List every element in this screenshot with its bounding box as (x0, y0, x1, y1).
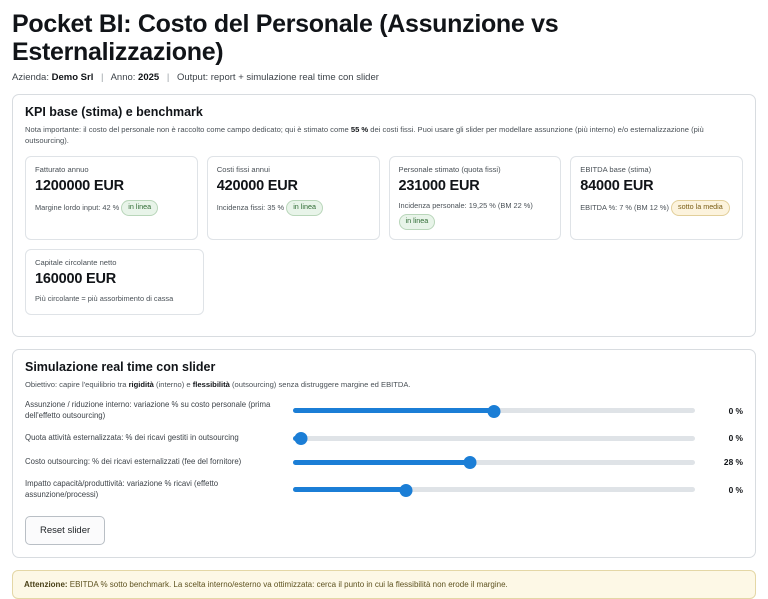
meta-anno-value: 2025 (138, 72, 160, 83)
simulation-section-title: Simulazione real time con slider (25, 359, 216, 374)
simulation-objective (25, 380, 743, 390)
slider-assunzione[interactable] (293, 404, 695, 418)
slider-row-costo-outsourcing (25, 455, 743, 469)
slider-label: Assunzione / riduzione interno: variazione % su costo personale (prima dell'effetto outsourcing) (25, 400, 271, 420)
slider-track-fill (293, 487, 406, 492)
slider-impatto-capacita[interactable] (293, 483, 695, 497)
kpi-value: 84000 EUR (580, 177, 654, 194)
kpi-sub (580, 200, 733, 216)
kpi-sub (217, 200, 370, 216)
kpi-label: Fatturato annuo (35, 164, 89, 174)
slider-knob[interactable] (463, 456, 476, 469)
slider-row-impatto-capacita (25, 479, 743, 500)
objective-mid: (interno) e (153, 379, 193, 389)
kpi-value: 231000 EUR (398, 177, 480, 194)
alert-prefix: Attenzione: (24, 580, 68, 590)
slider-row-quota-esternalizzata (25, 431, 743, 445)
kpi-sub-text: Incidenza fissi: 35 % (216, 202, 285, 212)
page-title: Pocket BI: Costo del Personale (Assunzione vs Esternalizzazione) (12, 10, 559, 66)
slider-knob[interactable] (295, 432, 308, 445)
slider-track-fill (293, 408, 494, 413)
slider-value: 0 % (728, 405, 743, 416)
kpi-card-fatturato (25, 156, 198, 240)
kpi-row-secondary (25, 249, 743, 315)
kpi-sub: Più circolante = più assorbimento di cassa (35, 293, 174, 303)
meta-anno-label: Anno: (110, 72, 136, 83)
kpi-card-personale (389, 156, 562, 240)
kpi-card-circolante (25, 249, 204, 315)
kpi-section-card (12, 94, 756, 336)
kpi-section-note (25, 125, 743, 146)
kpi-label: Capitale circolante netto (35, 257, 117, 267)
meta-separator-1: | (100, 72, 104, 83)
slider-label: Impatto capacità/produttività: variazione % ricavi (effetto assunzione/processi) (25, 479, 219, 499)
kpi-label: Personale stimato (quota fissi) (398, 164, 501, 174)
kpi-card-costi-fissi (207, 156, 380, 240)
objective-bold-1: rigidità (128, 379, 154, 389)
meta-output: Output: report + simulazione real time con slider (176, 72, 379, 83)
alert-text: EBITDA % sotto benchmark. La scelta interno/esterno va ottimizzata: cerca il punto in cui la flessibilità non erode il margine. (67, 580, 508, 590)
status-badge: in linea (286, 200, 323, 216)
kpi-section-title: KPI base (stima) e benchmark (25, 105, 203, 120)
slider-quota-esternalizzata[interactable] (293, 431, 695, 445)
kpi-row (25, 156, 743, 240)
kpi-value: 160000 EUR (35, 270, 117, 287)
reset-slider-button[interactable]: Reset slider (25, 516, 105, 545)
status-badge: in linea (121, 200, 158, 216)
kpi-note-prefix: Nota importante: il costo del personale non è raccolto come campo dedicato; qui è stimato come (25, 125, 351, 135)
kpi-note-highlight: 55 % (350, 125, 369, 135)
status-badge: in linea (399, 214, 436, 230)
kpi-label: Costi fissi annui (216, 164, 270, 174)
objective-suffix: (outsourcing) senza distruggere margine ed EBITDA. (229, 379, 411, 389)
slider-value: 0 % (728, 433, 743, 444)
objective-bold-2: flessibilità (192, 379, 230, 389)
kpi-sub (35, 200, 188, 216)
objective-prefix: Obiettivo: capire l'equilibrio tra (25, 379, 129, 389)
slider-track (293, 436, 695, 441)
slider-value: 0 % (728, 484, 743, 495)
status-badge: sotto la media (671, 200, 730, 216)
meta-azienda-value: Demo Srl (51, 72, 94, 83)
slider-label: Quota attività esternalizzata: % dei ricavi gestiti in outsourcing (25, 432, 239, 442)
slider-label: Costo outsourcing: % dei ricavi esternalizzati (fee del fornitore) (25, 456, 242, 466)
kpi-value: 420000 EUR (216, 177, 298, 194)
meta-separator-2: | (166, 72, 170, 83)
slider-knob[interactable] (399, 484, 412, 497)
warning-alert (12, 570, 756, 599)
slider-knob[interactable] (488, 405, 501, 418)
kpi-sub-text: Margine lordo input: 42 % (35, 202, 120, 212)
kpi-sub-text: Incidenza personale: 19,25 % (BM 22 %) (398, 200, 533, 210)
kpi-note-suffix: dei costi fissi. Puoi usare gli slider per modellare assunzione (più interno) e/o esternalizzazione (più outsourcing). (25, 125, 704, 145)
kpi-label: EBITDA base (stima) (580, 164, 652, 174)
kpi-card-ebitda (570, 156, 743, 240)
slider-row-assunzione (25, 400, 743, 421)
simulation-section-card (12, 349, 756, 558)
page-meta (12, 72, 756, 84)
slider-costo-outsourcing[interactable] (293, 455, 695, 469)
slider-track-fill (293, 460, 470, 465)
kpi-badge-line (399, 214, 552, 230)
slider-value: 28 % (723, 457, 743, 468)
meta-azienda-label: Azienda: (12, 72, 49, 83)
kpi-value: 1200000 EUR (35, 177, 124, 194)
kpi-sub (399, 200, 552, 230)
kpi-sub-text: EBITDA %: 7 % (BM 12 %) (580, 202, 669, 212)
